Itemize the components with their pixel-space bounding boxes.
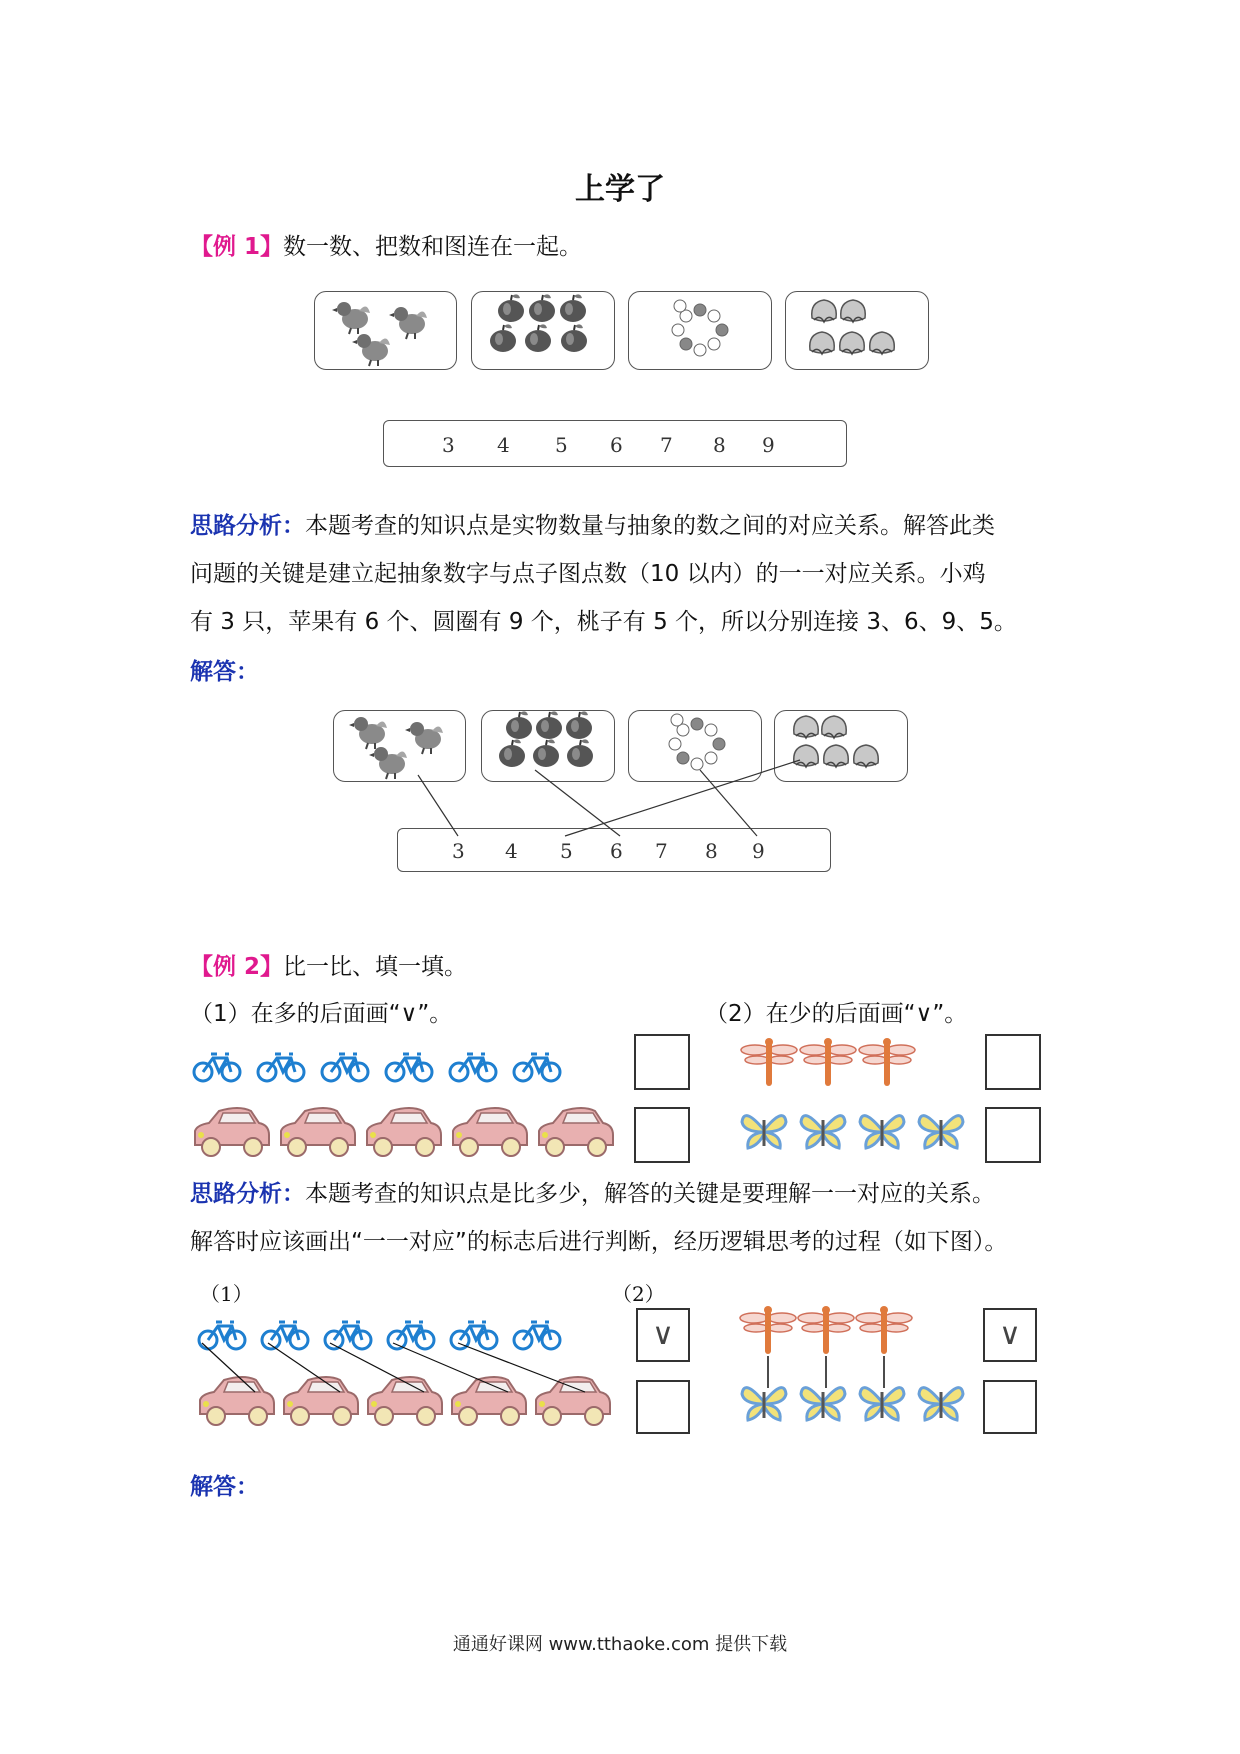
example2-prompt: 比一比、填一填。 <box>283 954 468 980</box>
answer-number-6: 6 <box>610 839 623 863</box>
circle-ring-answer <box>669 714 725 770</box>
apple-group-question <box>490 294 587 352</box>
answer-label: 解答： <box>190 659 259 685</box>
answer-number-4: 4 <box>505 839 518 863</box>
answer-number-9: 9 <box>752 839 765 863</box>
analysis1-line2: 问题的关键是建立起抽象数字与点子图点数（10 以内）的一一对应关系。小鸡 <box>190 561 986 587</box>
example2-sub2: （2）在少的后面画“∨”。 <box>705 1001 968 1027</box>
answer-number-5: 5 <box>560 839 573 863</box>
analysis2-line2: 解答时应该画出“一一对应”的标志后进行判断，经历逻辑思考的过程（如下图）。 <box>190 1229 1008 1255</box>
peach-group-question <box>810 300 895 354</box>
checked-square-bikes: ∨ <box>636 1308 690 1362</box>
figure-label-1: （1） <box>200 1282 253 1306</box>
analysis1-label: 思路分析： <box>190 513 305 539</box>
connector-chick-3 <box>418 775 458 836</box>
example1-tag: 【例 1】 <box>190 234 284 260</box>
dragonfly-row-figure <box>740 1306 912 1354</box>
chick-group-question <box>332 302 427 366</box>
number-9: 9 <box>762 433 775 457</box>
answer-number-7: 7 <box>655 839 668 863</box>
analysis1-line1: 思路分析：本题考查的知识点是实物数量与抽象的数之间的对应关系。解答此类 <box>190 513 995 539</box>
dragonfly-butterfly-pair-lines <box>768 1356 884 1388</box>
connector-peach-5 <box>565 760 800 836</box>
connector-circle-9 <box>700 770 757 836</box>
answer-number-8: 8 <box>705 839 718 863</box>
connector-apple-6 <box>535 770 620 836</box>
peach-group-answer <box>794 716 879 767</box>
answer-connector-lines <box>418 760 800 836</box>
analysis2-line1: 思路分析：本题考查的知识点是比多少，解答的关键是要理解一一对应的关系。 <box>190 1181 995 1207</box>
example2-sub1: （1）在多的后面画“∨”。 <box>190 1001 453 1027</box>
chick-group-answer <box>349 717 443 779</box>
number-8: 8 <box>713 433 726 457</box>
analysis1-line3: 有 3 只，苹果有 6 个、圆圈有 9 个，桃子有 5 个，所以分别连接 3、6、9、5。 <box>190 609 1017 635</box>
car-row-question <box>195 1108 613 1156</box>
butterfly-row-figure <box>742 1388 963 1420</box>
apple-group-answer <box>499 711 593 767</box>
bike-row-figure <box>199 1322 560 1349</box>
page-title: 上学了 <box>575 172 665 207</box>
answer-number-3: 3 <box>452 839 465 863</box>
butterfly-row-question <box>742 1116 963 1148</box>
dragonfly-row-question <box>741 1038 915 1086</box>
number-5: 5 <box>555 433 568 457</box>
circle-ring-question <box>672 300 728 356</box>
figure-label-2: （2） <box>612 1282 665 1306</box>
bike-row-question <box>194 1054 560 1081</box>
checked-square-dragonflies: ∨ <box>983 1308 1037 1362</box>
number-4: 4 <box>497 433 510 457</box>
analysis2-label: 思路分析： <box>190 1181 305 1207</box>
number-7: 7 <box>660 433 673 457</box>
car-row-figure <box>200 1377 610 1425</box>
number-6: 6 <box>610 433 623 457</box>
number-3: 3 <box>442 433 455 457</box>
footer: 通通好课网 www.tthaoke.com 提供下载 <box>452 1634 788 1655</box>
answer-label-2: 解答： <box>190 1474 259 1500</box>
example2-tag: 【例 2】 <box>190 954 284 980</box>
example1-prompt: 数一数、把数和图连在一起。 <box>283 234 583 260</box>
